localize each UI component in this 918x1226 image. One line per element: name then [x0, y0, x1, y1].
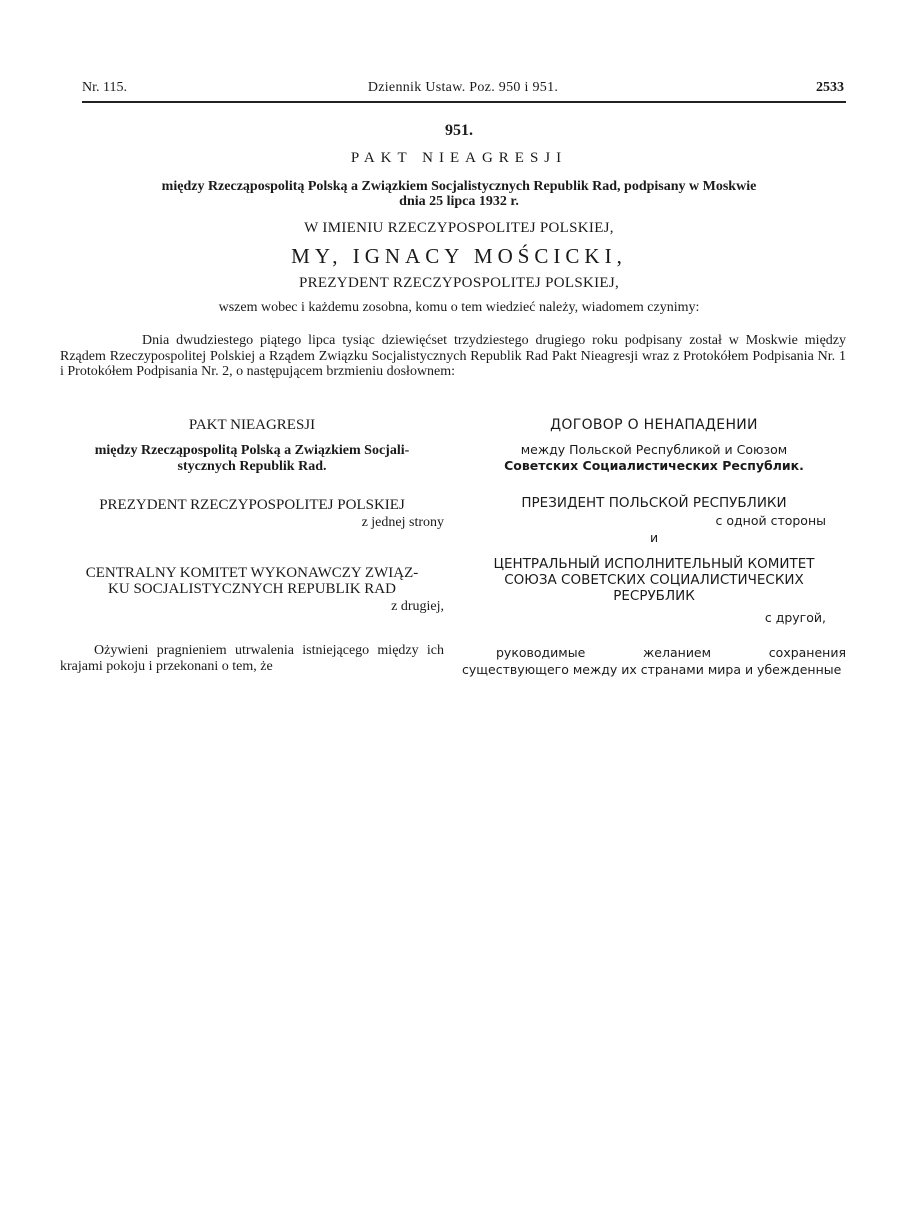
russian-party1-side: с одной стороны	[715, 513, 826, 528]
russian-conjunction: и	[649, 530, 659, 545]
russian-party2	[462, 556, 846, 604]
party2-line: ЦЕНТРАЛЬНЫЙ ИСПОЛНИТЕЛЬНЫЙ КОМИТЕТ	[493, 556, 815, 572]
russian-heading: ДОГОВОР О НЕНАПАДЕНИИ	[550, 417, 758, 433]
polish-party2	[60, 565, 444, 597]
running-header	[82, 80, 844, 100]
polish-party1: PREZYDENT RZECZYPOSPOLITEJ POLSKIEJ	[99, 497, 405, 513]
page-number: 2533	[816, 80, 844, 95]
polish-party2-side: z drugiej,	[391, 599, 444, 614]
subtitle-line: dnia 25 lipca 1932 r.	[399, 194, 519, 209]
russian-column	[462, 414, 846, 678]
journal-title: Dziennik Ustaw. Poz. 950 i 951.	[367, 80, 559, 95]
subheading-line: stycznych Republik Rad.	[177, 459, 327, 474]
issue-number: Nr. 115.	[82, 80, 127, 95]
russian-text: руководимые желанием сохранения существующего между их странами мира и убежденные	[462, 645, 846, 677]
russian-party1: ПРЕЗИДЕНТ ПОЛЬСКОЙ РЕСПУБЛИКИ	[521, 495, 787, 511]
subtitle-line: między Rzecząpospolitą Polską a Związkiem Socjalistycznych Republik Rad, podpisany w Moskwie	[161, 179, 757, 194]
intro-text: Dnia dwudziestego piątego lipca tysiąc dziewięćset trzydziestego drugiego roku podpisany został w Moskwie między Rządem Rzeczypospolitej Polskiej a Rządem Związku Socjalistycznych Republik Rad Pakt Nieagresji wraz z Protokółem Podpisania Nr. 1 i Protokółem Podpisania Nr. 2, o następującem brzmieniu dosłownem:	[60, 333, 846, 379]
polish-heading: PAKT NIEAGRESJI	[188, 417, 316, 433]
announcement-line: wszem wobec i każdemu zosobna, komu o tem wiedzieć należy, wiadomem czynimy:	[218, 300, 700, 315]
document-title: PAKT NIEAGRESJI	[350, 150, 568, 166]
intro-paragraph	[60, 333, 846, 380]
subheading-line: между Польской Республикой и Союзом	[520, 442, 788, 457]
president-title: PREZYDENT RZECZYPOSPOLITEJ POLSKIEJ,	[298, 275, 620, 291]
polish-subheading	[60, 443, 444, 475]
subheading-line: między Rzecząpospolitą Polską a Związkiem Socjali-	[94, 443, 410, 458]
president-name: MY, IGNACY MOŚCICKI,	[291, 244, 627, 268]
party2-line: CENTRALNY KOMITET WYKONAWCZY ZWIĄZ-	[85, 565, 419, 581]
party2-line: РЕСРУБЛИК	[613, 588, 695, 604]
document-subtitle	[60, 179, 858, 209]
polish-column	[60, 414, 444, 675]
party2-line: СОЮЗА СОВЕТСКИХ СОЦИАЛИСТИЧЕСКИХ	[504, 572, 804, 588]
russian-party2-side: с другой,	[764, 610, 826, 625]
in-name-line: W IMIENIU RZECZYPOSPOLITEJ POLSKIEJ,	[304, 220, 614, 236]
subheading-line: Советских Социалистических Республик.	[504, 458, 804, 473]
russian-subheading	[462, 442, 846, 474]
party2-line: KU SOCJALISTYCZNYCH REPUBLIK RAD	[108, 581, 396, 597]
polish-text: Ożywieni pragnieniem utrwalenia istniejącego między ich krajami pokoju i przekonani o tem, że	[60, 643, 444, 674]
polish-party1-side: z jednej strony	[361, 515, 444, 530]
header-rule	[82, 101, 846, 103]
position-number: 951.	[445, 122, 473, 139]
